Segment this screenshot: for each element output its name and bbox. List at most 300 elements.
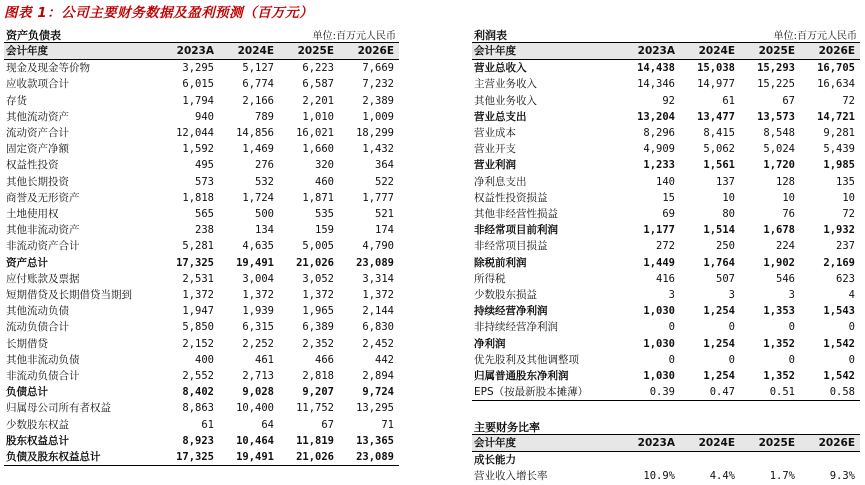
table-row: [4, 206, 399, 222]
table-row: [472, 190, 860, 206]
row-value: 13,204: [637, 110, 675, 123]
row-value: 1,777: [362, 191, 394, 204]
row-value: 135: [836, 175, 855, 188]
row-label: 少数股东权益: [6, 418, 69, 431]
row-value: 522: [375, 175, 394, 188]
row-label: 非流动资产合计: [6, 240, 80, 253]
row-label: 权益性投资损益: [474, 191, 548, 204]
ratios-panel: [472, 418, 860, 485]
table-row: [472, 157, 860, 173]
row-value: 10,400: [236, 402, 274, 415]
row-value: 272: [656, 240, 675, 253]
table-row: [4, 174, 399, 190]
income-statement-table: [472, 43, 860, 401]
table-row: [4, 417, 399, 433]
row-value: 1,352: [763, 337, 795, 350]
row-label: 固定资产净额: [6, 143, 69, 156]
row-value: 19,491: [236, 256, 274, 269]
row-label: 少数股东损益: [474, 289, 537, 302]
row-value: 67: [782, 94, 795, 107]
row-value: 8,415: [703, 127, 735, 140]
row-value: 565: [195, 208, 214, 221]
table-row: [4, 190, 399, 206]
table-row: [4, 368, 399, 384]
balance-sheet-table: [4, 43, 399, 466]
row-value: 1,254: [703, 305, 735, 318]
row-value: 1,764: [703, 256, 735, 269]
row-label: 非流动负债合计: [6, 370, 80, 383]
row-value: 13,365: [356, 434, 394, 447]
table-row: [4, 76, 399, 92]
row-value: 11,752: [296, 402, 334, 415]
row-value: 69: [662, 208, 675, 221]
year-header: 2025E: [279, 43, 339, 60]
year-header: 2024E: [680, 43, 740, 60]
table-row: [472, 206, 860, 222]
row-value: 16,634: [817, 78, 855, 91]
row-label: 存货: [6, 94, 27, 107]
row-value: 174: [375, 224, 394, 237]
balance-sheet-header: [4, 26, 399, 43]
row-value: 1,985: [823, 159, 855, 172]
row-value: 9,028: [242, 386, 274, 399]
row-value: 18,299: [356, 127, 394, 140]
row-value: 1,660: [302, 143, 334, 156]
row-value: 495: [195, 159, 214, 172]
row-value: 2,169: [823, 256, 855, 269]
row-value: 13,295: [356, 402, 394, 415]
year-header: 2024E: [680, 435, 740, 452]
row-value: 14,856: [236, 127, 274, 140]
row-value: 6,223: [302, 62, 334, 75]
row-value: 1,724: [242, 191, 274, 204]
column-header-row: [4, 43, 399, 60]
row-value: 5,024: [763, 143, 795, 156]
row-value: 23,089: [339, 449, 399, 466]
table-row: [4, 109, 399, 125]
table-row: [472, 141, 860, 157]
row-value: 7,669: [362, 62, 394, 75]
row-value: 2,894: [362, 370, 394, 383]
ratios-header: [472, 418, 860, 435]
table-row: [4, 303, 399, 319]
row-value: 2,166: [242, 94, 274, 107]
row-value: 2,152: [182, 337, 214, 350]
row-value: 61: [722, 94, 735, 107]
row-label: 其他流动负债: [6, 305, 69, 318]
row-value: 6,774: [242, 78, 274, 91]
table-row: [4, 287, 399, 303]
year-header: 2023A: [159, 43, 219, 60]
row-label: 所得税: [474, 272, 506, 285]
table-row: [472, 271, 860, 287]
row-value: 1,372: [302, 289, 334, 302]
year-label: 会计年度: [472, 43, 620, 60]
row-value: 2,389: [362, 94, 394, 107]
row-value: 1,965: [302, 305, 334, 318]
ratios-table: [472, 435, 860, 485]
row-label: 负债总计: [6, 386, 48, 399]
row-value: 5,850: [182, 321, 214, 334]
row-value: 128: [776, 175, 795, 188]
row-value: 11,819: [296, 434, 334, 447]
row-value: 14,721: [817, 110, 855, 123]
row-value: 15,225: [757, 78, 795, 91]
row-value: 789: [255, 110, 274, 123]
row-value: 1,871: [302, 191, 334, 204]
row-value: 21,026: [279, 449, 339, 466]
row-value: 2,452: [362, 337, 394, 350]
row-value: 940: [195, 110, 214, 123]
row-label: 归属母公司所有者权益: [6, 402, 111, 415]
row-value: 6,389: [302, 321, 334, 334]
income-statement-body: [472, 43, 860, 401]
table-row: [472, 368, 860, 384]
row-value: 623: [836, 272, 855, 285]
column-header-row: [472, 43, 860, 60]
row-value: 4,635: [242, 240, 274, 253]
year-header: 2025E: [740, 435, 800, 452]
row-value: 1,592: [182, 143, 214, 156]
row-label: 营业成本: [474, 127, 516, 140]
row-value: 2,352: [302, 337, 334, 350]
row-label: 现金及现金等价物: [6, 62, 90, 75]
balance-sheet-title: 资产负债表: [6, 29, 61, 42]
row-value: 10,464: [236, 434, 274, 447]
row-value: 4: [848, 289, 855, 302]
table-row: [472, 93, 860, 109]
row-value: 1,353: [763, 305, 795, 318]
row-value: 1,469: [242, 143, 274, 156]
row-value: 237: [836, 240, 855, 253]
table-row: [4, 336, 399, 352]
row-value: 2,531: [182, 272, 214, 285]
row-value: 8,296: [643, 127, 675, 140]
row-value: 64: [261, 418, 274, 431]
row-label: 流动资产合计: [6, 127, 69, 140]
row-value: 10.9%: [643, 470, 675, 483]
row-value: 1,720: [763, 159, 795, 172]
row-value: 1,939: [242, 305, 274, 318]
row-value: 1,010: [302, 110, 334, 123]
row-value: 0.58: [800, 384, 860, 401]
row-value: 0: [848, 321, 855, 334]
row-value: [680, 452, 740, 469]
table-row: [4, 433, 399, 449]
row-value: 16,021: [296, 127, 334, 140]
row-value: 12,044: [176, 127, 214, 140]
year-label: 会计年度: [4, 43, 159, 60]
row-label: 土地使用权: [6, 208, 59, 221]
row-value: 15: [662, 191, 675, 204]
row-value: 1.7%: [769, 470, 795, 483]
row-value: 15,293: [757, 62, 795, 75]
row-label: 商誉及无形资产: [6, 191, 80, 204]
row-value: 159: [315, 224, 334, 237]
income-statement-unit: 单位:百万元人民币: [773, 31, 857, 42]
row-value: 1,030: [643, 370, 675, 383]
table-row: [472, 222, 860, 238]
row-value: 546: [776, 272, 795, 285]
row-value: 10: [722, 191, 735, 204]
balance-sheet-panel: [4, 26, 399, 466]
row-value: 2,201: [302, 94, 334, 107]
income-statement-header: [472, 26, 860, 43]
row-value: 1,030: [643, 305, 675, 318]
year-header: 2025E: [740, 43, 800, 60]
row-value: 1,177: [643, 224, 675, 237]
table-row: [472, 238, 860, 254]
table-row: [4, 222, 399, 238]
row-value: 0: [788, 321, 795, 334]
table-row: [472, 336, 860, 352]
row-label: 流动负债合计: [6, 321, 69, 334]
row-label: 营业总支出: [474, 110, 527, 123]
row-value: 2,252: [242, 337, 274, 350]
table-row: [472, 384, 860, 401]
row-value: 1,514: [703, 224, 735, 237]
income-statement-title: 利润表: [474, 29, 507, 42]
row-label: 优先股利及其他调整项: [474, 353, 579, 366]
row-value: 17,325: [159, 449, 219, 466]
row-label: 负债及股东权益总计: [4, 449, 159, 466]
row-label: 非经常项目前利润: [474, 224, 558, 237]
row-label: 归属普通股东净利润: [474, 370, 569, 383]
row-value: 76: [782, 208, 795, 221]
year-header: 2026E: [339, 43, 399, 60]
ratios-body: [472, 435, 860, 485]
row-value: 0: [848, 353, 855, 366]
row-value: 1,254: [703, 337, 735, 350]
row-value: 6,587: [302, 78, 334, 91]
row-value: 1,372: [242, 289, 274, 302]
row-value: 507: [716, 272, 735, 285]
row-label: 短期借贷及长期借贷当期到: [6, 289, 132, 302]
row-value: 5,005: [302, 240, 334, 253]
row-label: 持续经营净利润: [474, 305, 548, 318]
table-row: [472, 109, 860, 125]
row-value: 0: [788, 353, 795, 366]
table-row: [4, 255, 399, 271]
table-row: [4, 384, 399, 400]
row-value: [620, 452, 680, 469]
table-row: [472, 255, 860, 271]
row-value: 6,315: [242, 321, 274, 334]
row-value: 13,477: [697, 110, 735, 123]
row-value: 3,314: [362, 272, 394, 285]
year-header: 2023A: [620, 43, 680, 60]
row-label: 其他非流动负债: [6, 353, 80, 366]
row-value: 9,281: [823, 127, 855, 140]
row-value: 67: [321, 418, 334, 431]
row-label: 主营业务收入: [474, 78, 537, 91]
row-value: 19,491: [219, 449, 279, 466]
row-value: 442: [375, 353, 394, 366]
table-row: [4, 319, 399, 335]
row-value: 14,438: [637, 62, 675, 75]
row-value: 8,923: [182, 434, 214, 447]
row-value: 276: [255, 159, 274, 172]
row-value: 9,207: [302, 386, 334, 399]
row-value: 15,038: [697, 62, 735, 75]
row-label: 其他流动资产: [6, 110, 69, 123]
table-row: [4, 449, 399, 466]
row-value: 8,402: [182, 386, 214, 399]
row-value: 400: [195, 353, 214, 366]
table-row: [4, 400, 399, 416]
table-row: [472, 174, 860, 190]
row-value: 23,089: [356, 256, 394, 269]
row-label: 长期借贷: [6, 337, 48, 350]
row-value: 1,449: [643, 256, 675, 269]
row-label: 资产总计: [6, 256, 48, 269]
table-row: [472, 287, 860, 303]
row-value: 1,372: [182, 289, 214, 302]
row-value: 13,573: [757, 110, 795, 123]
row-value: 71: [381, 418, 394, 431]
row-label: 其他非流动资产: [6, 224, 80, 237]
table-row: [472, 352, 860, 368]
row-value: 3: [668, 289, 675, 302]
row-label: 营业收入增长率: [474, 470, 548, 483]
table-row: [4, 157, 399, 173]
row-value: 0: [668, 321, 675, 334]
row-value: 7,232: [362, 78, 394, 91]
row-value: 5,127: [242, 62, 274, 75]
row-value: 1,009: [362, 110, 394, 123]
table-row: [4, 271, 399, 287]
row-value: 8,548: [763, 127, 795, 140]
row-value: 0: [668, 353, 675, 366]
row-value: 3: [788, 289, 795, 302]
table-row: [472, 60, 860, 77]
row-value: 80: [722, 208, 735, 221]
row-value: 364: [375, 159, 394, 172]
row-value: 6,015: [182, 78, 214, 91]
row-value: 134: [255, 224, 274, 237]
balance-sheet-unit: 单位:百万元人民币: [312, 31, 396, 42]
column-header-row: [472, 435, 860, 452]
row-value: 9.3%: [829, 470, 855, 483]
row-label: 应收款项合计: [6, 78, 69, 91]
year-header: 2024E: [219, 43, 279, 60]
table-row: [472, 125, 860, 141]
table-row: [4, 238, 399, 254]
row-label: 其他非经营性损益: [474, 208, 558, 221]
row-value: 1,902: [763, 256, 795, 269]
row-value: 3,295: [182, 62, 214, 75]
row-label: 权益性投资: [6, 159, 59, 172]
table-row: [472, 319, 860, 335]
row-value: 5,439: [823, 143, 855, 156]
row-label: 净利息支出: [474, 175, 527, 188]
table-row: [472, 76, 860, 92]
row-label: 其他长期投资: [6, 175, 69, 188]
row-value: 0.51: [740, 384, 800, 401]
row-value: 0: [728, 321, 735, 334]
row-value: 10: [842, 191, 855, 204]
row-value: 460: [315, 175, 334, 188]
row-value: 1,030: [643, 337, 675, 350]
table-row: [4, 93, 399, 109]
row-value: 17,325: [176, 256, 214, 269]
row-value: 1,818: [182, 191, 214, 204]
row-value: 500: [255, 208, 274, 221]
income-statement-panel: [472, 26, 860, 401]
row-value: 0.47: [680, 384, 740, 401]
row-value: 1,254: [703, 370, 735, 383]
row-value: 1,794: [182, 94, 214, 107]
row-value: 2,713: [242, 370, 274, 383]
row-value: 416: [656, 272, 675, 285]
row-value: 92: [662, 94, 675, 107]
row-value: 1,542: [823, 370, 855, 383]
row-value: 238: [195, 224, 214, 237]
row-value: 532: [255, 175, 274, 188]
row-label: 其他业务收入: [474, 94, 537, 107]
row-value: 461: [255, 353, 274, 366]
row-value: 1,372: [362, 289, 394, 302]
row-value: 224: [776, 240, 795, 253]
table-row: [472, 452, 860, 469]
row-value: 1,233: [643, 159, 675, 172]
row-label: 非经常项目损益: [474, 240, 548, 253]
row-value: 16,705: [817, 62, 855, 75]
row-value: 72: [842, 208, 855, 221]
year-header: 2023A: [620, 435, 680, 452]
row-value: 14,346: [637, 78, 675, 91]
table-row: [4, 60, 399, 77]
row-value: 4,909: [643, 143, 675, 156]
row-label: 营业利润: [474, 159, 516, 172]
table-row: [4, 352, 399, 368]
row-value: 8,863: [182, 402, 214, 415]
row-label: 净利润: [474, 337, 506, 350]
row-value: 4.4%: [709, 470, 735, 483]
row-value: 9,724: [362, 386, 394, 399]
row-value: 21,026: [296, 256, 334, 269]
year-header: 2026E: [800, 43, 860, 60]
row-value: 1,947: [182, 305, 214, 318]
row-label: EPS（按最新股本摊薄）: [472, 384, 620, 401]
row-label: 营业总收入: [474, 62, 527, 75]
row-value: 1,932: [823, 224, 855, 237]
row-value: 140: [656, 175, 675, 188]
row-value: 1,678: [763, 224, 795, 237]
ratios-title: 主要财务比率: [474, 421, 540, 434]
row-value: 5,062: [703, 143, 735, 156]
table-row: [4, 125, 399, 141]
balance-sheet-body: [4, 43, 399, 466]
row-value: 320: [315, 159, 334, 172]
year-header: 2026E: [800, 435, 860, 452]
row-value: 2,552: [182, 370, 214, 383]
row-value: 3,052: [302, 272, 334, 285]
row-value: 521: [375, 208, 394, 221]
row-value: 1,432: [362, 143, 394, 156]
row-label: 除税前利润: [474, 256, 527, 269]
row-value: 1,542: [823, 337, 855, 350]
row-value: 573: [195, 175, 214, 188]
row-value: 2,144: [362, 305, 394, 318]
row-value: 2,818: [302, 370, 334, 383]
table-row: [472, 468, 860, 484]
row-value: 10: [782, 191, 795, 204]
row-value: 0.39: [620, 384, 680, 401]
row-value: 466: [315, 353, 334, 366]
row-value: 3,004: [242, 272, 274, 285]
row-value: 72: [842, 94, 855, 107]
